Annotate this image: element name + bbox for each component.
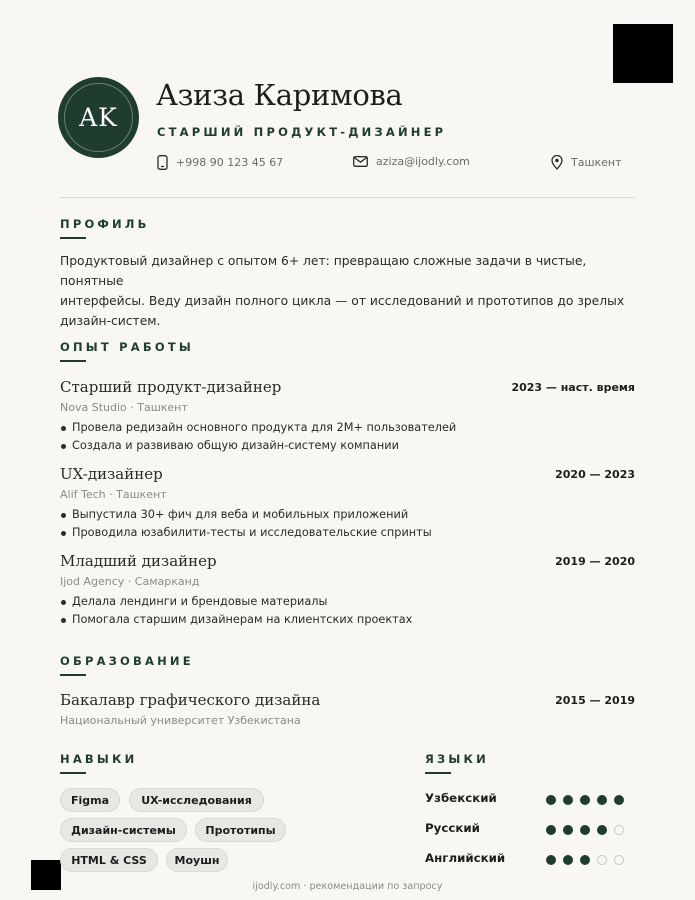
profile-line: Продуктовый дизайнер с опытом 6+ лет: превращаю сложные задачи в чистые, понятные xyxy=(60,254,587,288)
languages-heading: ЯЗЫКИ xyxy=(425,752,489,766)
skill-pill: Моушн xyxy=(166,848,228,872)
language-name: Узбекский xyxy=(425,791,497,805)
profile-heading: ПРОФИЛЬ xyxy=(60,217,150,231)
level-dot-filled xyxy=(580,795,590,805)
job-bullets xyxy=(60,593,412,629)
footer-note: ijodly.com · рекомендации по запросу xyxy=(252,881,443,892)
job-bullet: Провела редизайн основного продукта для 2M+ пользователей xyxy=(60,419,456,437)
languages-underline xyxy=(425,772,451,774)
phone-icon xyxy=(157,155,168,170)
profile-underline xyxy=(60,237,86,239)
level-dot-filled xyxy=(563,855,573,865)
level-dot-filled xyxy=(614,795,624,805)
job-bullet: Помогала старшим дизайнерам на клиентских проектах xyxy=(60,611,412,629)
level-dot-filled xyxy=(597,825,607,835)
job-org: Nova Studio · Ташкент xyxy=(60,401,188,414)
profile-line: интерфейсы. Веду дизайн полного цикла — от исследований и прототипов до зрелых xyxy=(60,294,625,308)
job-org: Ijod Agency · Самарканд xyxy=(60,575,200,588)
level-dot-empty xyxy=(614,855,624,865)
corner-block-top xyxy=(613,24,673,83)
language-name: Английский xyxy=(425,851,506,865)
avatar-ring xyxy=(64,83,133,152)
candidate-name: Азиза Каримова xyxy=(156,78,403,112)
skill-pill: Дизайн-системы xyxy=(60,818,187,842)
job-bullet: Делала лендинги и брендовые материалы xyxy=(60,593,412,611)
language-level-dots xyxy=(546,795,624,805)
skills-heading: НАВЫКИ xyxy=(60,752,138,766)
level-dot-filled xyxy=(546,825,556,835)
job-org: Alif Tech · Ташкент xyxy=(60,488,167,501)
contact-phone[interactable] xyxy=(157,155,283,170)
contact-location xyxy=(551,155,622,170)
level-dot-empty xyxy=(597,855,607,865)
level-dot-filled xyxy=(580,825,590,835)
job-role: Младший дизайнер xyxy=(60,552,217,570)
job-title: СТАРШИЙ ПРОДУКТ-ДИЗАЙНЕР xyxy=(157,125,447,139)
mail-icon xyxy=(353,156,368,167)
level-dot-empty xyxy=(614,825,624,835)
experience-underline xyxy=(60,360,86,362)
avatar-initials: AK xyxy=(79,103,118,132)
job-role: UX-дизайнер xyxy=(60,465,163,483)
skills-underline xyxy=(60,772,86,774)
header-divider xyxy=(60,197,635,198)
education-degree: Бакалавр графического дизайна xyxy=(60,691,321,709)
profile-line: дизайн-систем. xyxy=(60,314,161,328)
level-dot-filled xyxy=(563,795,573,805)
profile-text xyxy=(60,251,630,331)
level-dot-filled xyxy=(546,795,556,805)
email-text: aziza@ijodly.com xyxy=(376,155,470,168)
level-dot-filled xyxy=(563,825,573,835)
job-bullets xyxy=(60,506,432,542)
phone-text: +998 90 123 45 67 xyxy=(176,156,284,169)
job-bullet: Выпустила 30+ фич для веба и мобильных приложений xyxy=(60,506,432,524)
education-heading: ОБРАЗОВАНИЕ xyxy=(60,654,194,668)
education-underline xyxy=(60,674,86,676)
job-dates: 2023 — наст. время xyxy=(511,381,635,394)
experience-heading: ОПЫТ РАБОТЫ xyxy=(60,340,194,354)
skill-pill: Прототипы xyxy=(195,818,286,842)
education-school: Национальный университет Узбекистана xyxy=(60,714,301,727)
job-bullets xyxy=(60,419,456,455)
job-role: Старший продукт-дизайнер xyxy=(60,378,282,396)
contact-email[interactable] xyxy=(353,155,470,168)
skill-pill: HTML & CSS xyxy=(60,848,158,872)
job-bullet: Проводила юзабилити-тесты и исследовательские спринты xyxy=(60,524,432,542)
job-dates: 2019 — 2020 xyxy=(555,555,635,568)
job-bullet: Создала и развиваю общую дизайн-систему компании xyxy=(60,437,456,455)
skill-pill: Figma xyxy=(60,788,120,812)
level-dot-filled xyxy=(546,855,556,865)
level-dot-filled xyxy=(597,795,607,805)
language-level-dots xyxy=(546,855,624,865)
level-dot-filled xyxy=(580,855,590,865)
skill-pill: UX-исследования xyxy=(129,788,264,812)
location-text: Ташкент xyxy=(571,156,622,169)
job-dates: 2020 — 2023 xyxy=(555,468,635,481)
avatar xyxy=(58,77,139,158)
language-level-dots xyxy=(546,825,624,835)
education-dates: 2015 — 2019 xyxy=(555,694,635,707)
location-pin-icon xyxy=(551,155,563,170)
language-name: Русский xyxy=(425,821,480,835)
